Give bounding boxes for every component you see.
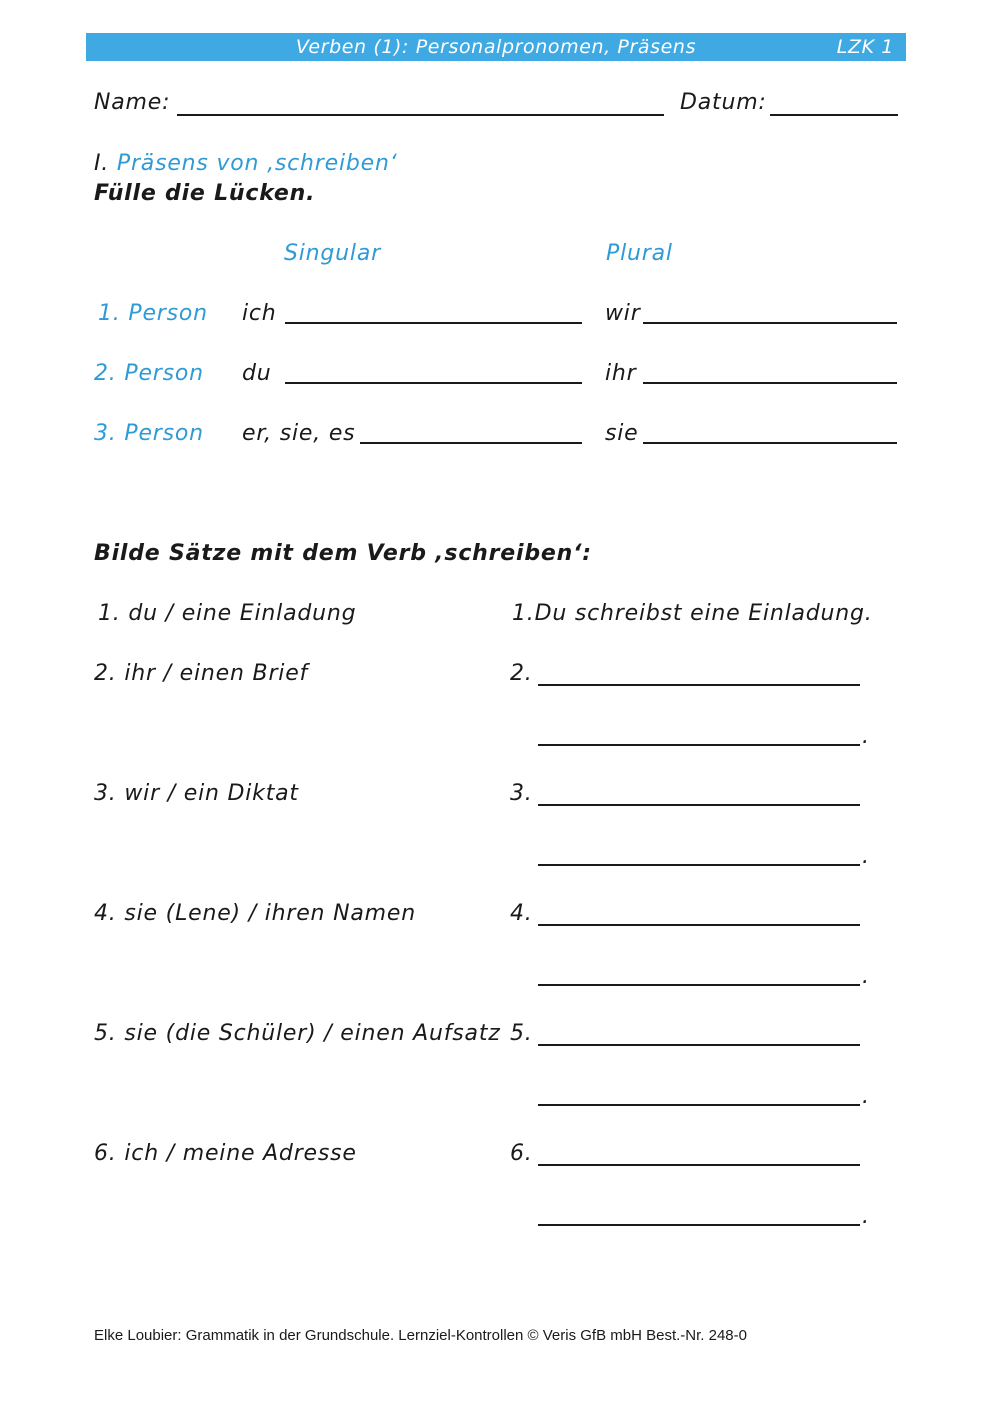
person-label: 2. Person [94,361,204,386]
plural-answer-field[interactable] [643,442,897,444]
singular-answer-field[interactable] [285,382,582,384]
singular-header: Singular [284,241,381,266]
answer-line[interactable] [538,864,860,866]
worksheet-code: LZK 1 [836,36,894,58]
line-end-period: . [862,724,870,749]
line-end-period: . [862,844,870,869]
answer-line[interactable] [538,1224,860,1226]
answer-number: 3. [510,781,533,806]
singular-pronoun: er, sie, es [242,421,356,446]
sentence-prompt: 1. du / eine Einladung [98,601,357,626]
person-label: 3. Person [94,421,204,446]
plural-pronoun: sie [605,421,639,446]
answer-line[interactable] [538,1104,860,1106]
name-field[interactable] [177,114,664,116]
name-label: Name: [94,90,171,115]
line-end-period: . [862,1084,870,1109]
line-end-period: . [862,1204,870,1229]
singular-pronoun: ich [242,301,277,326]
answer-number: 6. [510,1141,533,1166]
line-end-period: . [862,964,870,989]
answer-number: 2. [510,661,533,686]
answer-line[interactable] [538,984,860,986]
plural-answer-field[interactable] [643,322,897,324]
section1-heading [94,151,398,176]
answer-line[interactable] [538,684,860,686]
plural-pronoun: ihr [605,361,637,386]
sentence-prompt: 3. wir / ein Diktat [94,781,299,806]
date-label: Datum: [680,90,767,115]
sentence-prompt: 6. ich / meine Adresse [94,1141,357,1166]
sentence-prompt: 4. sie (Lene) / ihren Namen [94,901,416,926]
answer-number: 5. [510,1021,533,1046]
footer-credit: Elke Loubier: Grammatik in der Grundschule. Lernziel-Kontrollen © Veris GfB mbH Best.-Nr. 248-0 [94,1327,747,1344]
section1-instruction: Fülle die Lücken. [94,181,316,206]
plural-pronoun: wir [605,301,641,326]
person-label: 1. Person [98,301,208,326]
header-bar [86,33,906,61]
singular-pronoun: du [242,361,272,386]
answer-line[interactable] [538,1044,860,1046]
answer-number: 4. [510,901,533,926]
page-title: Verben (1): Personalpronomen, Präsens [295,36,697,58]
answer-line[interactable] [538,804,860,806]
date-field[interactable] [770,114,898,116]
example-answer: 1.Du schreibst eine Einladung. [512,601,873,626]
singular-answer-field[interactable] [360,442,582,444]
plural-answer-field[interactable] [643,382,897,384]
section1-title: Präsens von ‚schreiben‘ [116,151,398,176]
answer-line[interactable] [538,1164,860,1166]
sentence-prompt: 2. ihr / einen Brief [94,661,309,686]
sentence-prompt: 5. sie (die Schüler) / einen Aufsatz [94,1021,501,1046]
section2-instruction: Bilde Sätze mit dem Verb ‚schreiben‘: [94,541,592,566]
answer-line[interactable] [538,924,860,926]
singular-answer-field[interactable] [285,322,582,324]
plural-header: Plural [606,241,673,266]
answer-line[interactable] [538,744,860,746]
section1-number: I. [94,151,110,176]
